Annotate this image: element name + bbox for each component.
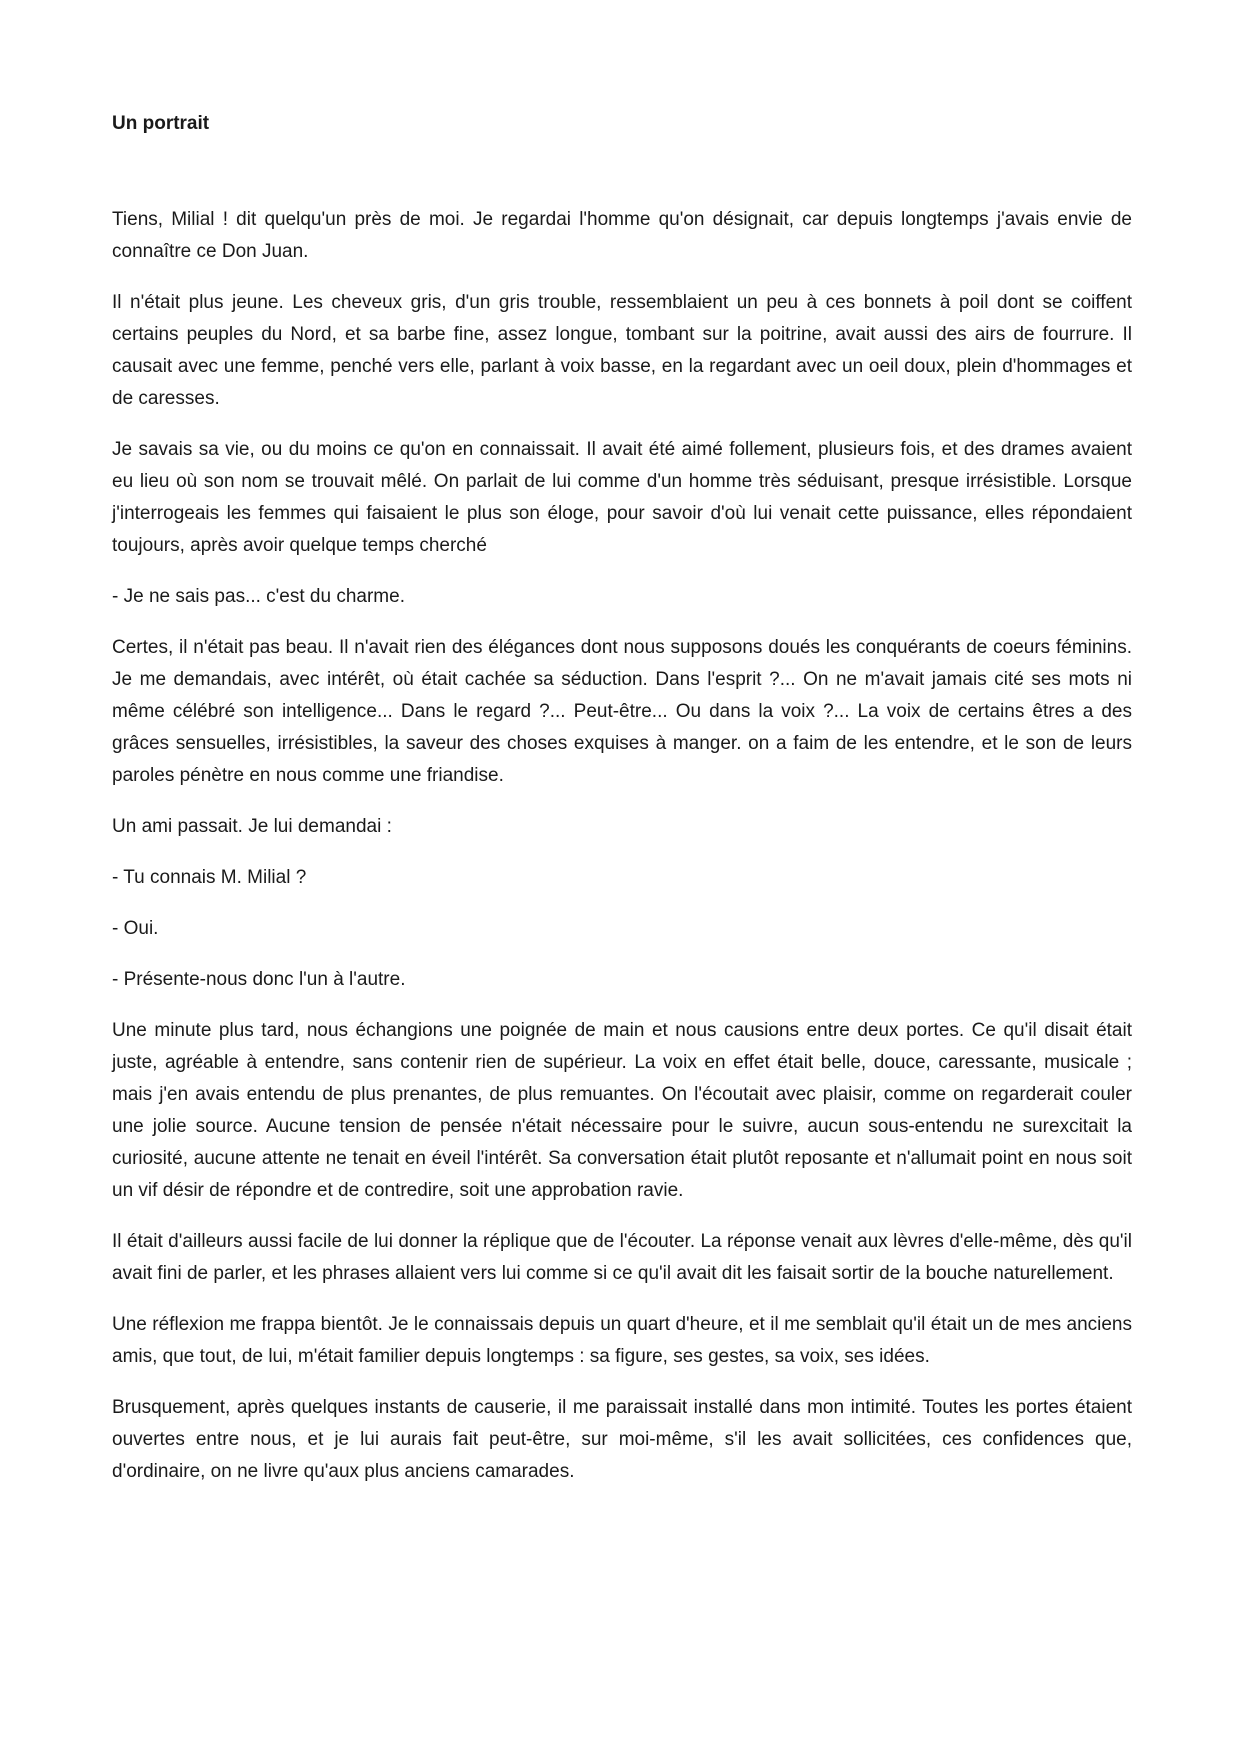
- document-title: Un portrait: [112, 113, 210, 134]
- paragraph: Il n'était plus jeune. Les cheveux gris, d'un gris trouble, ressemblaient un peu à ces bonnets à poil dont se coiffent certains peuples du Nord, et sa barbe fine, assez longue, tombant sur la poitrine, avait aussi des airs de fourrure. Il causait avec une femme, penché vers elle, parlant à voix basse, en la regardant avec un oeil doux, plein d'hommages et de caresses.: [112, 292, 1132, 409]
- paragraph: Brusquement, après quelques instants de causerie, il me paraissait installé dans mon intimité. Toutes les portes étaient ouvertes entre nous, et je lui aurais fait peut-être, sur moi-même, s'il les avait sollicitées, ces confidences que, d'ordinaire, on ne livre qu'aux plus anciens camarades.: [112, 1397, 1132, 1482]
- paragraph: - Oui.: [112, 918, 159, 939]
- paragraph: Une réflexion me frappa bientôt. Je le connaissais depuis un quart d'heure, et il me semblait qu'il était un de mes anciens amis, que tout, de lui, m'était familier depuis longtemps : sa figure, ses gestes, sa voix, ses idées.: [112, 1314, 1132, 1367]
- document-page: [112, 110, 1132, 1507]
- paragraph: - Je ne sais pas... c'est du charme.: [112, 586, 405, 607]
- paragraph: - Tu connais M. Milial ?: [112, 867, 307, 888]
- paragraph: - Présente-nous donc l'un à l'autre.: [112, 969, 406, 990]
- paragraph: Tiens, Milial ! dit quelqu'un près de moi. Je regardai l'homme qu'on désignait, car depuis longtemps j'avais envie de connaître ce Don Juan.: [112, 209, 1132, 262]
- paragraph: Je savais sa vie, ou du moins ce qu'on en connaissait. Il avait été aimé follement, plusieurs fois, et des drames avaient eu lieu où son nom se trouvait mêlé. On parlait de lui comme d'un homme très séduisant, presque irrésistible. Lorsque j'interrogeais les femmes qui faisaient le plus son éloge, pour savoir d'où lui venait cette puissance, elles répondaient toujours, après avoir quelque temps cherché: [112, 439, 1132, 556]
- paragraph: Une minute plus tard, nous échangions une poignée de main et nous causions entre deux portes. Ce qu'il disait était juste, agréable à entendre, sans contenir rien de supérieur. La voix en effet était belle, douce, caressante, musicale ; mais j'en avais entendu de plus prenantes, de plus remuantes. On l'écoutait avec plaisir, comme on regarderait couler une jolie source. Aucune tension de pensée n'était nécessaire pour le suivre, aucun sous-entendu ne surexcitait la curiosité, aucune attente ne tenait en éveil l'intérêt. Sa conversation était plutôt reposante et n'allumait point en nous soit un vif désir de répondre et de contredire, soit une approbation ravie.: [112, 1020, 1132, 1201]
- paragraph: Il était d'ailleurs aussi facile de lui donner la réplique que de l'écouter. La réponse venait aux lèvres d'elle-même, dès qu'il avait fini de parler, et les phrases allaient vers lui comme si ce qu'il avait dit les faisait sortir de la bouche naturellement.: [112, 1231, 1132, 1284]
- paragraph: Certes, il n'était pas beau. Il n'avait rien des élégances dont nous supposons doués les conquérants de coeurs féminins. Je me demandais, avec intérêt, où était cachée sa séduction. Dans l'esprit ?... On ne m'avait jamais cité ses mots ni même célébré son intelligence... Dans le regard ?... Peut-être... Ou dans la voix ?... La voix de certains êtres a des grâces sensuelles, irrésistibles, la saveur des choses exquises à manger. on a faim de les entendre, et le son de leurs paroles pénètre en nous comme une friandise.: [112, 637, 1132, 786]
- paragraph: Un ami passait. Je lui demandai :: [112, 816, 392, 837]
